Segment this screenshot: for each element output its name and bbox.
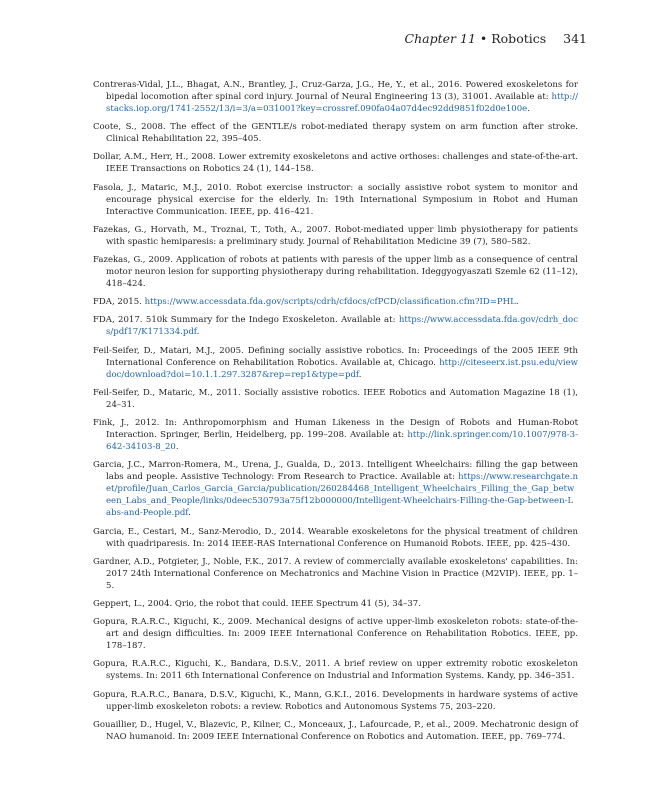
reference-entry [93,689,578,713]
reference-link[interactable]: https://www.researchgate.net/profile/Juan_Carlos_Garcia_Garcia/publication/260284468_Intelligent_Wheelchairs_Filling_the_Gap_between_Labs_and_People/links/0deec530793a75f12b000000/Intelligent-Wheelchairs-Filling-the-Gap-between-Labs-and-People.pdf [106,472,578,519]
reference-entry [93,598,578,610]
reference-text: Gardner, A.D., Potgieter, J., Noble, F.K., 2017. A review of commercially available exoskeletons' capabilities. In: 2017 24th International Conference on Mechatronics and Machine Vision in Practice (M2VIP). IEEE, pp. 1–5. [93,556,578,591]
reference-text: Feil-Seifer, D., Mataric, M., 2011. Socially assistive robotics. IEEE Robotics and Automation Magazine 18 (1), 24–31. [93,387,578,410]
reference-entry [93,658,578,682]
reference-text: Garcia, J.C., Marron-Romera, M., Urena, J., Gualda, D., 2013. Intelligent Wheelchairs: filling the gap between labs and people. Assistive Technology: From Research to Practice. Available at: [93,460,578,483]
reference-text: Coote, S., 2008. The effect of the GENTLE/s robot-mediated therapy system on arm function after stroke. Clinical Rehabilitation 22, 395–405. [93,122,578,145]
reference-entry [93,387,578,411]
page-number: 341 [563,31,587,46]
reference-link[interactable]: https://www.accessdata.fda.gov/cdrh_docs/pdf17/K171334.pdf [106,315,578,338]
reference-trailing-punct: . [358,369,362,380]
reference-trailing-punct: . [196,327,200,338]
reference-trailing-punct: . [527,104,530,115]
reference-text: Fazekas, G., 2009. Application of robots at patients with paresis of the upper limb as a consequence of central motor neuron lesion for supporting physiotherapy during rehabilitation. Ideggyogyaszati Szemle 62 (11–12), 418–424. [93,255,578,290]
reference-trailing-punct: . [515,297,519,308]
reference-entry [93,417,578,453]
reference-entry [93,224,578,248]
reference-list [93,79,578,749]
reference-link[interactable]: http://stacks.iop.org/1741-2552/13/i=3/a=031001?key=crossref.090fa04a07d4ec92dd9851f02d0e100e [106,92,578,115]
reference-entry [93,254,578,290]
reference-text: Feil-Seifer, D., Matari, M.J., 2005. Defining socially assistive robotics. In: Proceedings of the 2005 IEEE 9th International Conference on Rehabilitation Robotics. Available at, Chicago. [93,345,578,368]
reference-text: Gopura, R.A.R.C., Banara, D.S.V., Kiguchi, K., Mann, G.K.I., 2016. Developments in hardware systems of active upper-limb exoskeleton robots: a review. Robotics and Autonomous Systems 75, 203–220. [93,689,578,712]
chapter-label: Chapter 11 [404,31,476,46]
reference-entry [93,121,578,145]
reference-link[interactable]: https://www.accessdata.fda.gov/scripts/cdrh/cfdocs/cfPCD/classification.cfm?ID=PHL [144,297,516,308]
reference-link[interactable]: http://link.springer.com/10.1007/978-3-642-34103-8_20 [106,430,578,453]
reference-entry [93,616,578,652]
reference-text: Geppert, L., 2004. Qrio, the robot that could. IEEE Spectrum 41 (5), 34–37. [93,599,421,609]
reference-entry [93,151,578,175]
running-header [405,31,587,46]
header-bullet: • [479,31,488,46]
reference-trailing-punct: . [188,508,191,519]
reference-text: FDA, 2017. 510k Summary for the Indego Exoskeleton. Available at: [93,315,399,326]
reference-text: Gopura, R.A.R.C., Kiguchi, K., Bandara, D.S.V., 2011. A brief review on upper extremity robotic exoskeleton systems. In: 2011 6th International Conference on Industrial and Information Systems. Kandy, pp. 346–351. [93,659,578,682]
reference-text: Fazekas, G., Horvath, M., Troznai, T., Toth, A., 2007. Robot-mediated upper limb physiotherapy for patients with spastic hemiparesis: a preliminary study. Journal of Rehabilitation Medicine 39 (7), 580–582. [93,224,578,247]
reference-text: Fasola, J., Mataric, M.J., 2010. Robot exercise instructor: a socially assistive robot system to monitor and encourage physical exercise for the elderly. In: 19th International Symposium in Robot and Human Interactive Communication. IEEE, pp. 416–421. [93,182,578,217]
reference-entry [93,182,578,218]
reference-text: FDA, 2015. [93,297,145,308]
reference-entry [93,314,578,338]
reference-link[interactable]: http://citeseerx.ist.psu.edu/viewdoc/download?doi=10.1.1.297.3287&rep=rep1&type=pdf [106,357,578,380]
reference-entry [93,345,578,381]
reference-text: Gouaillier, D., Hugel, V., Blazevic, P., Kilner, C., Monceaux, J., Lafourcade, P., et al., 2009. Mechatronic design of NAO humanoid. In: 2009 IEEE International Conference on Robotics and Automation. IEEE, pp. 769–774. [93,719,578,742]
reference-text: Fink, J., 2012. In: Anthropomorphism and Human Likeness in the Design of Robots and Human-Robot Interaction. Springer, Berlin, Heidelberg, pp. 199–208. Available at: [93,418,578,441]
reference-entry [93,556,578,592]
reference-entry [93,459,578,519]
reference-text: Garcia, E., Cestari, M., Sanz-Merodio, D., 2014. Wearable exoskeletons for the physical treatment of children with quadriparesis. In: 2014 IEEE-RAS International Conference on Humanoid Robots. IEEE, pp. 425–430. [93,526,578,549]
reference-entry [93,526,578,550]
section-title: Robotics [491,31,547,46]
reference-entry [93,296,578,308]
reference-text: Gopura, R.A.R.C., Kiguchi, K., 2009. Mechanical designs of active upper-limb exoskeleton robots: state-of-the-art and design difficulties. In: 2009 IEEE International Conference on Rehabilitation Robotics. IEEE, pp. 178–187. [93,617,578,652]
reference-text: Contreras-Vidal, J.L., Bhagat, A.N., Brantley, J., Cruz-Garza, J.G., He, Y., et al., 2016. Powered exoskeletons for bipedal locomotion after spinal cord injury. Journal of Neural Engineering 13 (3), 31001. Available at: [93,80,578,103]
reference-trailing-punct: . [175,442,179,453]
reference-text: Dollar, A.M., Herr, H., 2008. Lower extremity exoskeletons and active orthoses: challenges and state-of-the-art. IEEE Transactions on Robotics 24 (1), 144–158. [93,152,578,175]
reference-entry [93,79,578,115]
reference-entry [93,719,578,743]
